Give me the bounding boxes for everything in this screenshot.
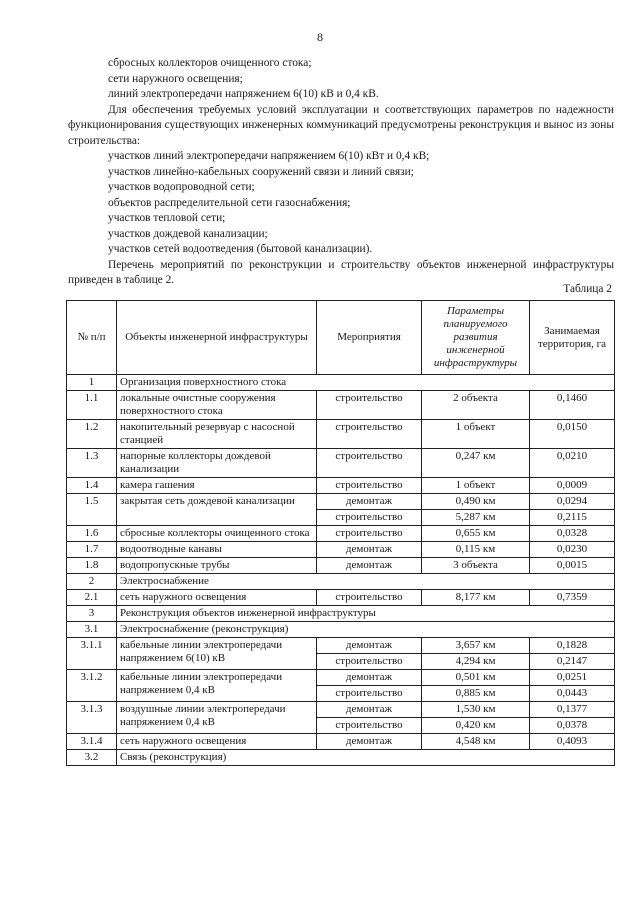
table-row <box>67 734 615 750</box>
row-num: 2.1 <box>67 590 117 606</box>
section-row <box>67 375 615 391</box>
table-row <box>67 478 615 494</box>
row-action: демонтаж <box>317 670 422 686</box>
row-object: кабельные линии электропередачи напряжением 0,4 кВ <box>117 670 317 702</box>
row-params: 3,657 км <box>422 638 530 654</box>
section-title: Реконструкция объектов инженерной инфраструктуры <box>117 606 615 622</box>
row-num: 1.3 <box>67 449 117 478</box>
header-params: Параметры планируемого развития инженерной инфраструктуры <box>422 301 530 375</box>
header-object: Объекты инженерной инфраструктуры <box>117 301 317 375</box>
row-area: 0,0443 <box>530 686 615 702</box>
row-action: строительство <box>317 449 422 478</box>
row-area: 0,7359 <box>530 590 615 606</box>
page-number: 8 <box>317 30 323 44</box>
row-num: 3.2 <box>67 750 117 766</box>
row-object: водоотводные канавы <box>117 542 317 558</box>
row-num: 1.1 <box>67 391 117 420</box>
row-action: строительство <box>317 391 422 420</box>
infrastructure-table <box>66 300 615 766</box>
row-object: воздушные линии электропередачи напряжением 0,4 кВ <box>117 702 317 734</box>
header-action: Мероприятия <box>317 301 422 375</box>
row-params: 0,655 км <box>422 526 530 542</box>
row-num: 1.2 <box>67 420 117 449</box>
row-object: напорные коллекторы дождевой канализации <box>117 449 317 478</box>
table-row <box>67 702 615 718</box>
table-header-row <box>67 301 615 375</box>
row-area: 0,0009 <box>530 478 615 494</box>
row-num: 3.1.1 <box>67 638 117 670</box>
header-num: № п/п <box>67 301 117 375</box>
list-item: участков тепловой сети; <box>108 212 226 224</box>
row-area: 0,2147 <box>530 654 615 670</box>
row-area: 0,4093 <box>530 734 615 750</box>
table-row <box>67 526 615 542</box>
row-params: 0,115 км <box>422 542 530 558</box>
row-params: 0,420 км <box>422 718 530 734</box>
row-area: 0,0378 <box>530 718 615 734</box>
row-params: 5,287 км <box>422 510 530 526</box>
row-action: строительство <box>317 420 422 449</box>
row-params: 1 объект <box>422 478 530 494</box>
table-row <box>67 590 615 606</box>
table-row <box>67 391 615 420</box>
table-row <box>67 638 615 654</box>
row-action: демонтаж <box>317 542 422 558</box>
row-params: 0,501 км <box>422 670 530 686</box>
list-item: объектов распределительной сети газоснабжения; <box>108 196 351 209</box>
list-item: участков линий электропередачи напряжением 6(10) кВт и 0,4 кВ; <box>108 150 430 162</box>
row-params: 0,247 км <box>422 449 530 478</box>
row-num: 3.1 <box>67 622 117 638</box>
row-area: 0,1460 <box>530 391 615 420</box>
row-action: строительство <box>317 590 422 606</box>
row-params: 8,177 км <box>422 590 530 606</box>
row-num: 1.7 <box>67 542 117 558</box>
row-action: строительство <box>317 686 422 702</box>
section-title: Связь (реконструкция) <box>117 750 615 766</box>
row-action: демонтаж <box>317 494 422 510</box>
intro-item: линий электропередачи напряжением 6(10) кВ и 0,4 кВ. <box>108 88 379 100</box>
table-row <box>67 558 615 574</box>
header-area: Занимаемая территория, га <box>530 301 615 375</box>
row-num: 3.1.3 <box>67 702 117 734</box>
row-num: 2 <box>67 574 117 590</box>
row-num: 3.1.4 <box>67 734 117 750</box>
row-action: строительство <box>317 510 422 526</box>
row-params: 0,885 км <box>422 686 530 702</box>
row-object: локальные очистные сооружения поверхностного стока <box>117 391 317 420</box>
row-params: 1 объект <box>422 420 530 449</box>
row-num: 1.6 <box>67 526 117 542</box>
row-object: накопительный резервуар с насосной станцией <box>117 420 317 449</box>
list-item: участков сетей водоотведения (бытовой канализации). <box>108 243 373 255</box>
section-row <box>67 750 615 766</box>
row-num: 1.5 <box>67 494 117 526</box>
row-num: 1 <box>67 375 117 391</box>
row-area: 0,0328 <box>530 526 615 542</box>
row-object: сбросные коллекторы очищенного стока <box>117 526 317 542</box>
row-num: 1.4 <box>67 478 117 494</box>
row-action: демонтаж <box>317 702 422 718</box>
row-action: демонтаж <box>317 638 422 654</box>
row-params: 3 объекта <box>422 558 530 574</box>
row-params: 2 объекта <box>422 391 530 420</box>
intro-item: сбросных коллекторов очищенного стока; <box>108 57 312 69</box>
row-object: закрытая сеть дождевой канализации <box>117 494 317 526</box>
row-object: камера гашения <box>117 478 317 494</box>
row-area: 0,0251 <box>530 670 615 686</box>
row-num: 3.1.2 <box>67 670 117 702</box>
section-row <box>67 574 615 590</box>
row-action: демонтаж <box>317 734 422 750</box>
row-action: строительство <box>317 654 422 670</box>
row-action: строительство <box>317 478 422 494</box>
section-row <box>67 622 615 638</box>
row-area: 0,0150 <box>530 420 615 449</box>
section-title: Организация поверхностного стока <box>117 375 615 391</box>
table-caption: Таблица 2 <box>563 283 612 295</box>
row-area: 0,1377 <box>530 702 615 718</box>
section-row <box>67 606 615 622</box>
paragraph-table-ref: Перечень мероприятий по реконструкции и строительству объектов инженерной инфраструктуры приведен в таблице 2. <box>68 258 614 286</box>
row-object: кабельные линии электропередачи напряжением 6(10) кВ <box>117 638 317 670</box>
row-object: сеть наружного освещения <box>117 734 317 750</box>
table-row <box>67 670 615 686</box>
row-area: 0,2115 <box>530 510 615 526</box>
row-area: 0,0294 <box>530 494 615 510</box>
table-row <box>67 494 615 510</box>
row-params: 1,530 км <box>422 702 530 718</box>
row-object: сеть наружного освещения <box>117 590 317 606</box>
row-object: водопропускные трубы <box>117 558 317 574</box>
row-area: 0,0015 <box>530 558 615 574</box>
table-row <box>67 420 615 449</box>
row-params: 0,490 км <box>422 494 530 510</box>
row-action: строительство <box>317 526 422 542</box>
row-num: 3 <box>67 606 117 622</box>
section-title: Электроснабжение (реконструкция) <box>117 622 615 638</box>
row-area: 0,0230 <box>530 542 615 558</box>
row-area: 0,1828 <box>530 638 615 654</box>
row-params: 4,548 км <box>422 734 530 750</box>
row-params: 4,294 км <box>422 654 530 670</box>
list-item: участков линейно-кабельных сооружений связи и линий связи; <box>108 165 414 178</box>
row-action: строительство <box>317 718 422 734</box>
intro-item: сети наружного освещения; <box>108 72 243 85</box>
list-item: участков водопроводной сети; <box>108 181 255 193</box>
paragraph-requirements: Для обеспечения требуемых условий эксплуатации и соответствующих параметров по надежности функционирования существующих инженерных коммуникаций предусмотрены реконструкция и вынос из зоны строительства: <box>68 103 614 147</box>
row-action: демонтаж <box>317 558 422 574</box>
table-row <box>67 542 615 558</box>
row-area: 0,0210 <box>530 449 615 478</box>
row-num: 1.8 <box>67 558 117 574</box>
table-row <box>67 449 615 478</box>
section-title: Электроснабжение <box>117 574 615 590</box>
body-text <box>68 56 614 289</box>
list-item: участков дождевой канализации; <box>108 227 268 240</box>
